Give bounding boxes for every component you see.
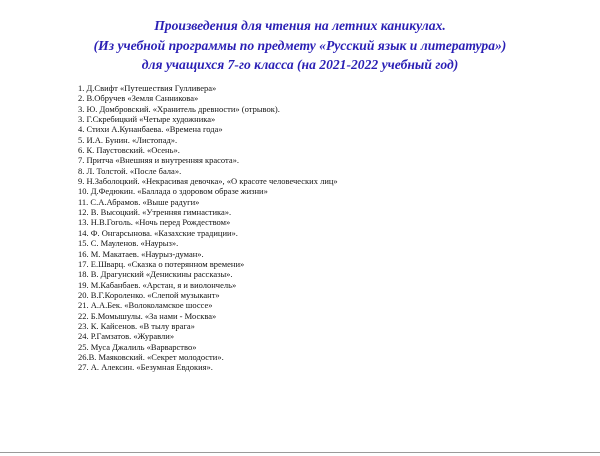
list-item: 3. Ю. Домбровский. «Хранитель древности» (отрывок).: [78, 103, 280, 114]
list-item: 4. Стихи А.Кунанбаева. «Времена года»: [78, 124, 223, 135]
list-item: 17. Е.Шварц. «Сказка о потерянном времени»: [78, 258, 245, 269]
list-item: 14. Ф. Онгарсынова. «Казахские традиции».: [78, 227, 238, 238]
list-item: 3. Г.Скребицкий «Четыре художника»: [78, 114, 216, 125]
list-item: 15. С. Мауленов. «Наурыз».: [78, 238, 179, 249]
document-heading: [0, 16, 600, 75]
list-item: 27. А. Алексин. «Безумная Евдокия».: [78, 362, 213, 373]
list-item: 13. Н.В.Гоголь. «Ночь перед Рождеством»: [78, 217, 231, 228]
list-item: 18. В. Драгунский «Денискины рассказы».: [78, 269, 233, 280]
list-item: 16. М. Макатаев. «Наурыз-думан».: [78, 248, 204, 259]
list-item: 6. К. Паустовский. «Осень».: [78, 145, 180, 156]
list-item: 9. Н.Заболоцкий. «Некрасивая девочка», «О красоте человеческих лиц»: [78, 176, 338, 187]
list-item: 5. И.А. Бунин. «Листопад».: [78, 134, 178, 145]
reading-list: [78, 83, 338, 373]
list-item: 10. Д.Федюкин. «Баллада о здоровом образе жизни»: [78, 186, 268, 197]
list-item: 26.В. Маяковский. «Секрет молодости».: [78, 351, 224, 362]
list-item: 21. А.А.Бек. «Волоколамское шоссе»: [78, 300, 213, 311]
list-item: 12. В. Высоцкий. «Утренняя гимнастика».: [78, 207, 232, 218]
page-bottom-divider: [0, 452, 600, 453]
list-item: 20. В.Г.Короленко. «Слепой музыкант»: [78, 289, 220, 300]
heading-line-3: для учащихся 7-го класса (на 2021-2022 учебный год): [141, 57, 459, 72]
list-item: 23. К. Кайсенов. «В тылу врага»: [78, 320, 195, 331]
list-item: 25. Муса Джалиль «Варварство»: [78, 341, 197, 352]
list-item: 24. Р.Гамзатов. «Журавли»: [78, 331, 175, 342]
list-item: 19. М.Кабанбаев. «Арстан, я и виолончель»: [78, 279, 237, 290]
list-item: 11. С.А.Абрамов. «Выше радуги»: [78, 196, 200, 207]
list-item: 1. Д.Свифт «Путешествия Гулливера»: [78, 83, 217, 93]
heading-line-1: Произведения для чтения на летних каникулах.: [154, 18, 446, 33]
list-item: 7. Притча «Внешняя и внутренняя красота».: [78, 155, 240, 166]
heading-line-2: (Из учебной программы по предмету «Русский язык и литература»): [93, 37, 507, 53]
list-item: 2. В.Обручев «Земля Санникова»: [78, 93, 199, 104]
list-item: 22. Б.Момышулы. «За нами - Москва»: [78, 310, 217, 321]
list-item: 8. Л. Толстой. «После бала».: [78, 165, 182, 176]
